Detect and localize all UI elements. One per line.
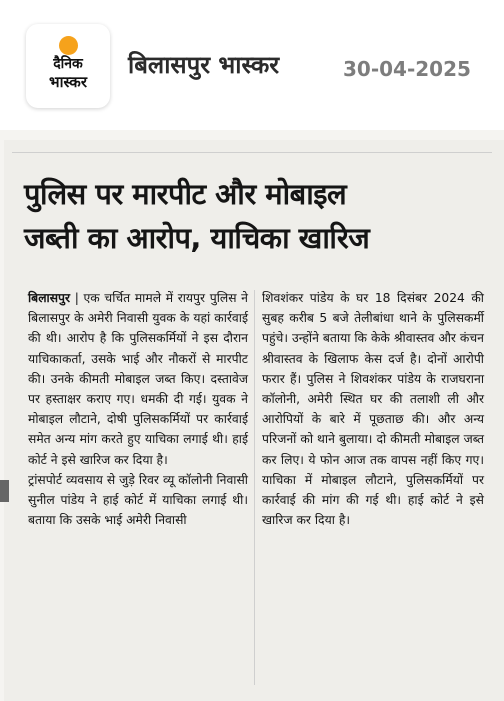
paragraph: शिवशंकर पांडेय के घर 18 दिसंबर 2024 की सुबह करीब 5 बजे तेलीबांधा थाने के पुलिसकर्मी पहुंचे। उन्होंने बताया कि केके श्रीवास्तव और कंचन श्रीवास्तव के खिलाफ केस दर्ज है। दोनों आरोपी फरार हैं। पुलिस ने शिवशंकर पांडेय के राजघराना कॉलोनी, अमेरी स्थित घर की तलाशी ली और आरोपियों के बारे में पूछताछ की। और अन्य परिजनों को थाने बुलाया। दो कीमती मोबाइल जब्त कर लिए। ये फोन आज तक वापस नहीं किए गए। याचिका में मोबाइल लौटाने, पुलिसकर्मियों पर कार्रवाई की मांग की गई थी। हाई कोर्ट ने इसे खारिज कर दिया है।: [262, 291, 484, 528]
column-divider: [254, 290, 255, 685]
logo-text-line2: भास्कर: [49, 73, 87, 91]
edition-date: 30-04-2025: [343, 57, 471, 81]
sun-icon: [59, 36, 78, 55]
edition-title: बिलासपुर भास्कर: [128, 51, 280, 79]
dainik-bhaskar-logo: [26, 24, 110, 108]
headline: [24, 172, 494, 260]
paragraph-text: | एक चर्चित मामले में रायपुर पुलिस ने बिलासपुर के अमेरी निवासी युवक के यहां कार्रवाई की थी। आरोप है कि पुलिसकर्मियों ने इस दौरान याचिकाकर्ता, उसके भाई और नौकरों से मारपीट की। उनके कीमती मोबाइल जब्त किए। दस्तावेज पर हस्ताक्षर कराए गए। धमकी दी गई। युवक ने मोबाइल लौटाने, दोषी पुलिसकर्मियों पर कार्रवाई समेत अन्य मांग करते हुए याचिका लगाई थी। हाई कोर्ट ने इसे खारिज कर दिया है।: [28, 291, 248, 467]
headline-line2: जब्ती का आरोप, याचिका खारिज: [24, 221, 370, 255]
logo-text-line1: दैनिक: [53, 56, 83, 72]
header-bar: [0, 0, 504, 130]
edge-marker: [0, 480, 9, 502]
headline-line1: पुलिस पर मारपीट और मोबाइल: [24, 177, 347, 211]
paragraph: ट्रांसपोर्ट व्यवसाय से जुड़े रिवर व्यू कॉलोनी निवासी सुनील पांडेय ने हाई कोर्ट में याचिका लगाई थी। बताया कि उसके भाई अमेरी निवासी: [28, 472, 248, 528]
top-rule: [12, 152, 492, 153]
paragraph: [28, 288, 248, 470]
dateline: बिलासपुर: [28, 291, 71, 305]
article-column-left: [28, 288, 248, 530]
article-column-right: [262, 288, 484, 530]
